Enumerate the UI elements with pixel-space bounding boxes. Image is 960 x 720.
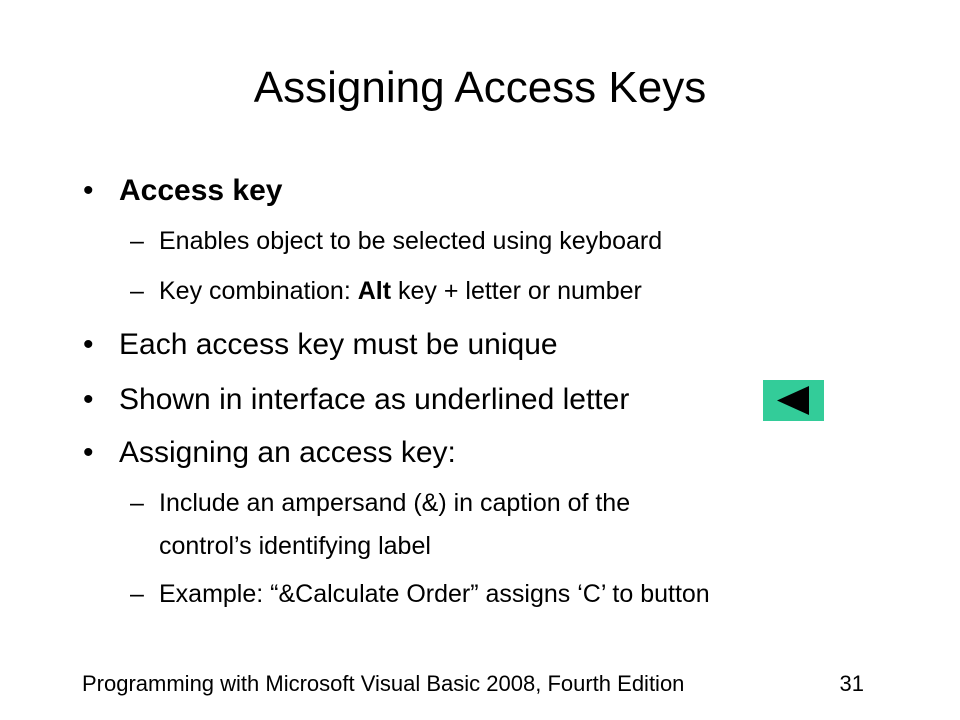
subitem-text-line2: control’s identifying label <box>159 532 431 560</box>
slide-title: Assigning Access Keys <box>253 63 707 112</box>
bullet-symbol: • <box>83 174 94 207</box>
subitem-text-after: key + letter or number <box>391 277 642 305</box>
subitem-text-bold: Alt <box>357 277 392 305</box>
subitem-key-combination <box>130 274 642 308</box>
page-number: 31 <box>839 671 864 696</box>
footer-book-title: Programming with Microsoft Visual Basic 2008, Fourth Edition <box>82 671 685 696</box>
bullet-text: Access key <box>119 174 283 207</box>
bullet-symbol: • <box>83 436 94 469</box>
bullet-symbol: • <box>83 383 94 416</box>
bullet-unique <box>83 325 558 365</box>
bullet-underlined-letter <box>83 380 629 420</box>
subitem-example <box>130 577 710 611</box>
dash-symbol: – <box>130 277 144 305</box>
subitem-text-line1: Include an ampersand (&) in caption of the <box>159 489 631 517</box>
dash-symbol: – <box>130 489 144 517</box>
bullet-text: Shown in interface as underlined letter <box>119 383 630 416</box>
dash-symbol: – <box>130 580 144 608</box>
left-triangle-icon <box>763 380 824 421</box>
subitem-text: Example: “&Calculate Order” assigns ‘C’ to button <box>159 580 710 608</box>
bullet-symbol: • <box>83 328 94 361</box>
dash-symbol: – <box>130 227 144 255</box>
subitem-text: Enables object to be selected using keyboard <box>159 227 663 255</box>
subitem-enables-object <box>130 224 662 258</box>
bullet-access-key <box>83 171 282 211</box>
subitem-include-ampersand <box>130 486 630 520</box>
bullet-assigning <box>83 433 456 473</box>
back-button[interactable] <box>763 380 824 421</box>
bullet-text: Assigning an access key: <box>119 436 456 469</box>
bullet-text: Each access key must be unique <box>119 328 558 361</box>
subitem-include-ampersand-continued <box>130 529 431 563</box>
subitem-text-before: Key combination: <box>159 277 358 305</box>
